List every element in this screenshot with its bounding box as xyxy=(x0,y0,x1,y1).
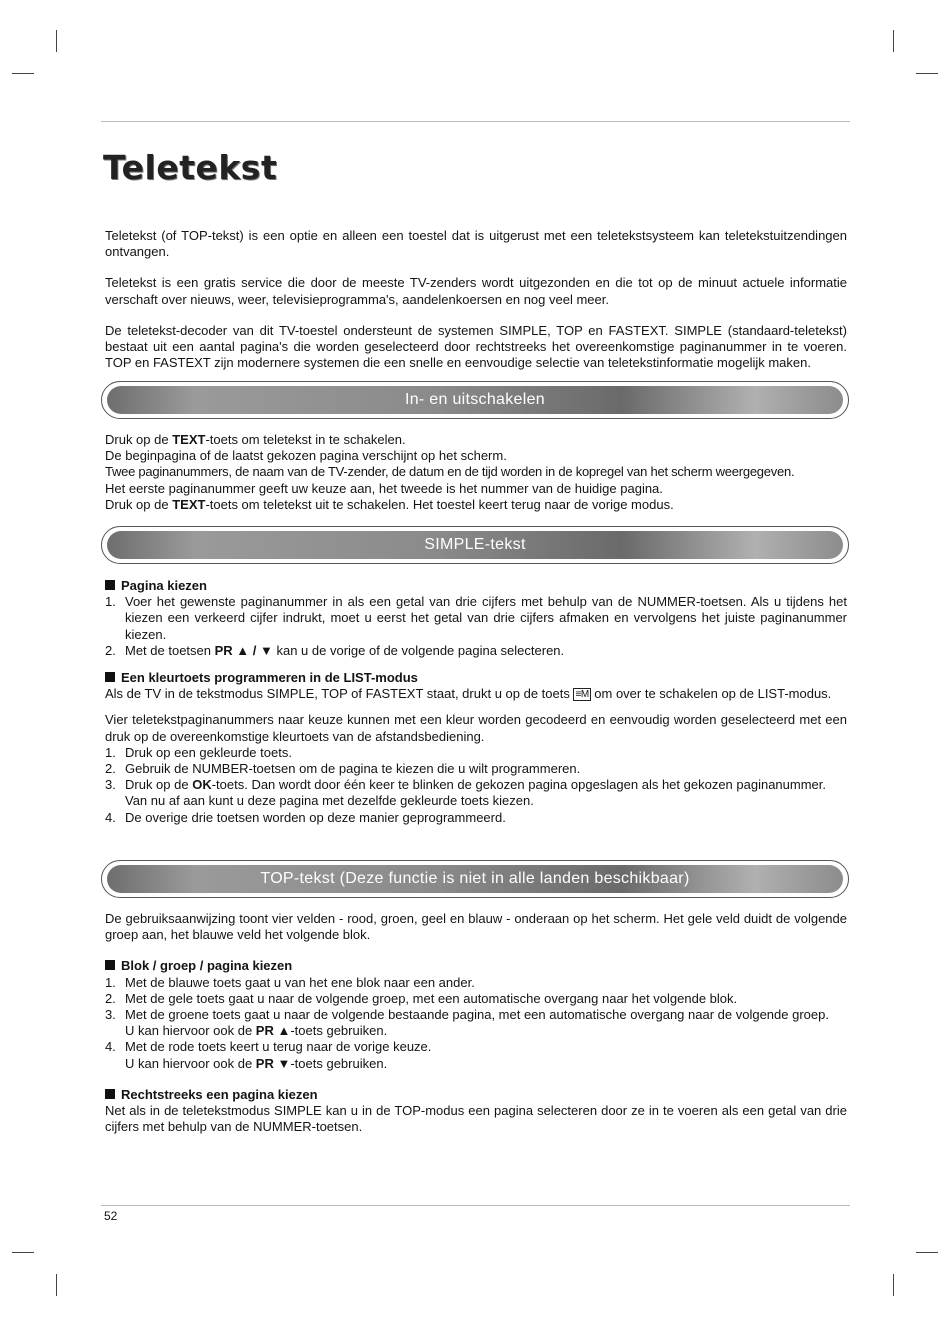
top-rule xyxy=(101,121,850,122)
list-item: 3. Druk op de OK-toets. Dan wordt door één keer te blinken de gekozen pagina opgeslagen als het gekozen paginanummer. Van nu af aan kunt u deze pagina met dezelfde gekleurde toets kiezen. xyxy=(105,777,827,809)
text-line: Twee paginanummers, de naam van de TV-zender, de datum en de tijd worden in de kopregel van het scherm weergegeven. xyxy=(105,464,795,480)
key-label: OK xyxy=(192,777,212,793)
text-paragraph: De gebruiksaanwijzing toont vier velden - rood, groen, geel en blauw - onderaan op het scherm. Het gele veld duidt de volgende groep aan, het blauwe veld het volgende blok. xyxy=(105,911,847,943)
bullet-square-icon xyxy=(105,580,115,590)
crop-mark xyxy=(12,1252,34,1253)
crop-mark xyxy=(56,30,57,52)
page-number: 52 xyxy=(104,1209,118,1223)
key-label: PR ▼ xyxy=(255,1055,291,1071)
text-line: Druk op de TEXT-toets om teletekst in te schakelen. xyxy=(105,432,406,447)
text-line: Druk op de TEXT-toets om teletekst uit te schakelen. Het toestel keert terug naar de vorige modus. xyxy=(105,496,674,512)
key-label: PR ▲ xyxy=(255,1023,291,1039)
crop-mark xyxy=(893,30,894,52)
bullet-square-icon xyxy=(105,960,115,970)
intro-paragraph xyxy=(105,228,847,371)
text-line: De beginpagina of de laatst gekozen pagina verschijnt op het scherm. xyxy=(105,448,507,464)
subheading: Een kleurtoets programmeren in de LIST-modus xyxy=(105,670,847,686)
subheading: Pagina kiezen xyxy=(105,578,847,594)
banner-label: SIMPLE-tekst xyxy=(424,536,526,553)
crop-mark xyxy=(916,1252,938,1253)
text-paragraph: Vier teletekstpaginanummers naar keuze kunnen met een kleur worden gecodeerd en eenvoudig worden geselecteerd met een druk op de overeenkomstige kleurtoets van de afstandsbediening. xyxy=(105,712,847,744)
subheading: Rechtstreeks een pagina kiezen xyxy=(105,1087,847,1103)
list-item: 3. Met de groene toets gaat u naar de volgende bestaande pagina, met een automatische overgang naar de volgende groep. U kan hiervoor ook de PR ▲-toets gebruiken. xyxy=(105,1007,829,1039)
key-label: TEXT xyxy=(172,432,206,447)
bottom-rule xyxy=(101,1205,850,1206)
list-item: 4. De overige drie toetsen worden op deze manier geprogrammeerd. xyxy=(105,809,506,825)
text-paragraph: Als de TV in de tekstmodus SIMPLE, TOP of FASTEXT staat, drukt u op de toets ≡M om over te schakelen op de LIST-modus. xyxy=(105,686,832,702)
list-item: 2. Gebruik de NUMBER-toetsen om de pagina te kiezen die u wilt programmeren. xyxy=(105,761,581,777)
list-item: 2. Met de gele toets gaat u naar de volgende groep, met een automatische overgang naar het volgende blok. xyxy=(105,990,738,1006)
section-banner-on-off xyxy=(101,381,849,419)
intro-text-2: Teletekst is een gratis service die door de meeste TV-zenders wordt uitgezonden en die tot op de minuut actuele informatie verschaft over nieuws, weer, televisieprogramma's, aandelenkoersen en nog veel meer. xyxy=(105,275,847,307)
crop-mark xyxy=(916,73,938,74)
intro-text-1: Teletekst (of TOP-tekst) is een optie en alleen een toestel dat is uitgerust met een teletekstsysteem kan teletekstuitzendingen ontvangen. xyxy=(105,228,847,260)
section-top-body xyxy=(105,911,847,1135)
list-item: 2. Met de toetsen PR ▲ / ▼ kan u de vorige of de volgende pagina selecteren. xyxy=(105,642,565,658)
banner-label: In- en uitschakelen xyxy=(404,391,545,408)
list-item: 1. Met de blauwe toets gaat u van het ene blok naar een ander. xyxy=(105,974,475,990)
list-item: 4. Met de rode toets keert u terug naar de vorige keuze. U kan hiervoor ook de PR ▼-toets gebruiken. xyxy=(105,1039,432,1071)
crop-mark xyxy=(893,1274,894,1296)
key-label: TEXT xyxy=(172,496,206,512)
list-key-icon: ≡M xyxy=(575,689,589,701)
section-banner-top xyxy=(101,860,849,898)
intro-text-3: De teletekst-decoder van dit TV-toestel ondersteunt de systemen SIMPLE, TOP en FASTEXT. SIMPLE (standaard-teletekst) bestaat uit een aantal pagina's die worden geselecteerd door rechtstreeks het overeenkomstige paginanummer in te voeren. TOP en FASTEXT zijn modernere systemen die een snelle en eenvoudige selectie van teletekstinformatie mogelijk maken. xyxy=(105,322,847,371)
section-on-off-body xyxy=(105,432,847,513)
text-line: Het eerste paginanummer geeft uw keuze aan, het tweede is het nummer van de huidige pagina. xyxy=(105,480,663,496)
page-title: Teletekst xyxy=(103,148,278,187)
section-banner-simple xyxy=(101,526,849,564)
list-item: 1. Druk op een gekleurde toets. xyxy=(105,744,292,760)
crop-mark xyxy=(12,73,34,74)
text-paragraph: Net als in de teletekstmodus SIMPLE kan u in de TOP-modus een pagina selecteren door ze in te voeren als een getal van drie cijfers met behulp van de NUMMER-toetsen. xyxy=(105,1103,847,1135)
section-simple-body xyxy=(105,578,847,826)
key-label: PR ▲ / ▼ xyxy=(214,642,273,658)
bullet-square-icon xyxy=(105,672,115,682)
list-item: 1. Voer het gewenste paginanummer in als een getal van drie cijfers met behulp van de NUMMER-toetsen. Als u tijdens het kiezen een verkeerd cijfer indrukt, moet u eerst het getal van drie cijfers afmaken en vervolgens het juiste paginanummer kiezen. xyxy=(105,594,847,642)
subheading: Blok / groep / pagina kiezen xyxy=(105,958,847,974)
crop-mark xyxy=(56,1274,57,1296)
banner-label: TOP-tekst (Deze functie is niet in alle landen beschikbaar) xyxy=(260,870,690,887)
bullet-square-icon xyxy=(105,1089,115,1099)
